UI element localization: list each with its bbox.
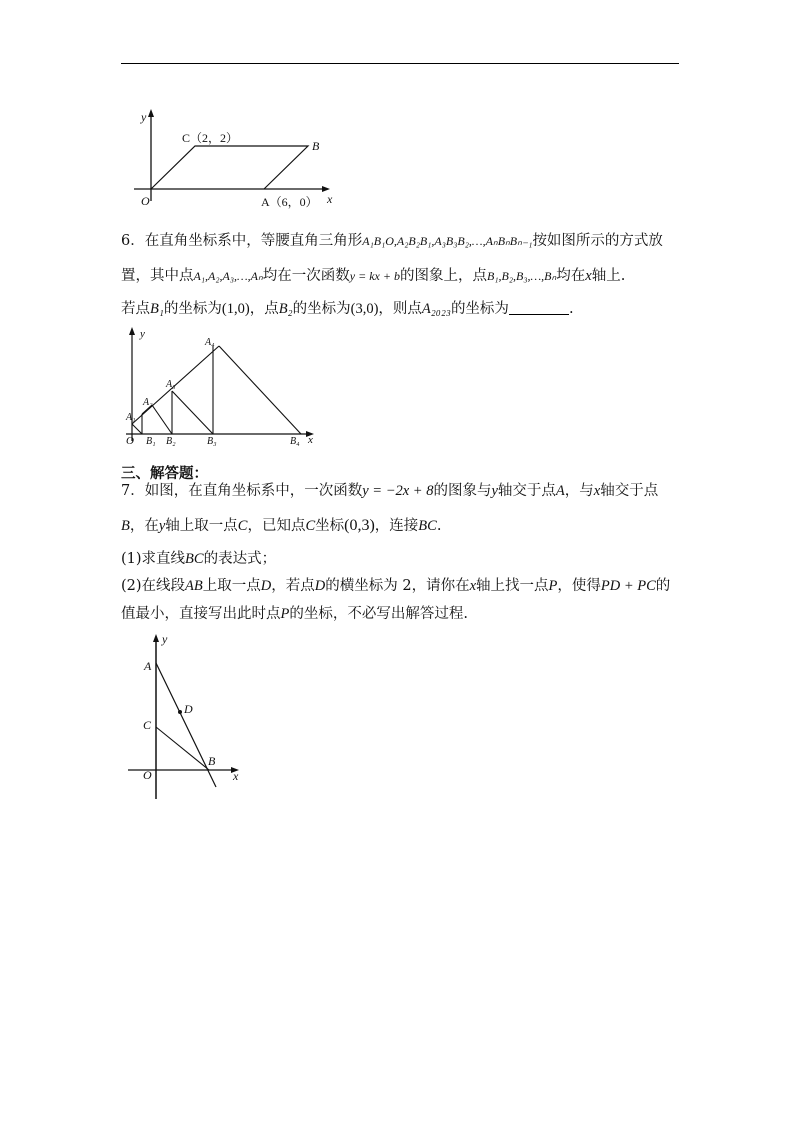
- q6-triangles: A₁B₁O,A₂B₂B₁,A₃B₃B₂,…,AₙBₙBₙ₋₁: [362, 234, 533, 248]
- q7-text: 的: [655, 578, 671, 594]
- q7-text: 求直线: [141, 551, 186, 567]
- q7-text: 轴交于点: [600, 483, 659, 499]
- q7-text: 的坐标，不必写出解答过程.: [289, 606, 468, 622]
- q6-b2-coord: (3,0): [350, 301, 379, 317]
- q7-text: .: [436, 518, 442, 534]
- y-label: y: [162, 632, 168, 646]
- q7-text: ，已知点: [247, 518, 306, 534]
- q6-text: .: [568, 301, 574, 317]
- y-label: y: [141, 110, 147, 124]
- point-d: [178, 710, 182, 714]
- q6-text: 均在一次函数: [262, 268, 350, 284]
- parallelogram-oacb: [151, 146, 308, 189]
- q7-ab: AB: [185, 578, 203, 594]
- label-b3: B₃: [207, 436, 217, 447]
- q6-text: ，则点: [378, 301, 422, 317]
- q6-text: 按如图所示的方式放: [532, 233, 663, 249]
- q6-line-1: [121, 231, 663, 251]
- q6-text: 置，其中点: [121, 268, 194, 284]
- q7-part-number: (1): [121, 551, 142, 567]
- q7-x: x: [469, 578, 477, 594]
- y-label: y: [140, 328, 145, 340]
- label-d: D: [184, 702, 193, 716]
- q7-y: y: [158, 518, 166, 534]
- origin-label: O: [141, 194, 150, 208]
- q7-text: ，与: [564, 483, 594, 499]
- q7-text: 的表达式；: [203, 551, 277, 567]
- point-b-label: B: [312, 139, 320, 153]
- label-a2: A₂: [143, 397, 153, 408]
- q7-point-c: C: [305, 518, 316, 534]
- q7-text: ，使得: [557, 578, 601, 594]
- q7-text: ，在: [129, 518, 159, 534]
- q7-function: y = −2x + 8: [362, 483, 434, 499]
- q6-text: 的坐标为: [163, 301, 222, 317]
- figure-triangles: [118, 325, 328, 450]
- label-c: C: [143, 718, 152, 732]
- q7-text: ，连接: [374, 518, 419, 534]
- y-axis-arrow: [148, 109, 154, 117]
- q6-number: 6．: [121, 233, 145, 249]
- q7-bc: BC: [418, 518, 437, 534]
- q7-text: 上取一点: [202, 578, 261, 594]
- q7-text: 轴上找一点: [476, 578, 549, 594]
- q7-point-c: C: [237, 518, 248, 534]
- x-label: x: [308, 434, 313, 446]
- y-axis-arrow: [129, 327, 135, 335]
- q6-text: 在直角坐标系中，等腰直角三角形: [144, 233, 363, 249]
- q6-text: 的坐标为: [450, 301, 509, 317]
- figure-parallelogram: [120, 105, 360, 215]
- q6-line-3: [121, 299, 574, 319]
- q6-function: y = kx + b: [349, 269, 400, 283]
- q7-text: 轴交于点: [497, 483, 556, 499]
- q6-x: x: [585, 268, 592, 284]
- q6-text: 若点: [121, 301, 150, 317]
- q7-c-coord: (0,3): [344, 517, 375, 534]
- q6-points-a: A₁,A₂,A₃,…,Aₙ: [193, 269, 263, 283]
- label-b: B: [208, 754, 216, 768]
- q7-sum: PD + PC: [600, 578, 656, 594]
- q7-y: y: [491, 483, 498, 499]
- q7-point-b: B: [121, 518, 130, 534]
- x-label: x: [327, 192, 333, 206]
- q7-text: 如图，在直角坐标系中，一次函数: [144, 483, 363, 499]
- point-c-label: C（2，2）: [182, 131, 239, 145]
- q6-text: 均在: [556, 268, 586, 284]
- q7-text: 值最小，直接写出此时点: [121, 606, 281, 622]
- q7-bc: BC: [185, 551, 204, 567]
- label-b4: B₄: [290, 436, 300, 447]
- q7-part-1: [121, 549, 276, 569]
- q7-line-1: [121, 481, 658, 501]
- y-axis-arrow: [153, 634, 159, 642]
- q6-line-2: [121, 266, 625, 286]
- q6-points-b: B₁,B₂,B₃,…,Bₙ: [486, 269, 557, 283]
- q7-point-a: A: [555, 483, 565, 499]
- q7-point-d: D: [260, 578, 272, 594]
- label-a: A: [144, 659, 152, 673]
- q7-text: ，若点: [271, 578, 315, 594]
- label-a3: A₃: [166, 379, 176, 390]
- q7-point-p: P: [548, 578, 558, 594]
- label-a1: A₁: [126, 412, 136, 423]
- q7-text: 坐标: [315, 518, 345, 534]
- section-heading: 三、解答题：: [121, 466, 208, 482]
- q6-text: ，点: [249, 301, 279, 317]
- q7-number: 7．: [121, 483, 145, 499]
- answer-blank[interactable]: [509, 300, 569, 315]
- figure-line-graph: [126, 632, 256, 802]
- q7-x: x: [593, 483, 601, 499]
- q7-part-2-cont: [121, 604, 468, 624]
- q6-b2: B₂: [278, 301, 293, 317]
- label-a4: A₄: [205, 337, 215, 348]
- q6-text: 的图象上，点: [399, 268, 487, 284]
- q7-text: 在线段: [141, 578, 186, 594]
- q7-text: 轴上取一点: [165, 518, 238, 534]
- x-label: x: [233, 769, 239, 783]
- origin-label: O: [143, 768, 152, 782]
- q7-point-p: P: [280, 606, 290, 622]
- q6-text: 轴上.: [591, 268, 626, 284]
- q6-b1: B₁: [150, 301, 164, 317]
- q7-text: 的图象与: [433, 483, 492, 499]
- q6-b1-coord: (1,0): [221, 301, 250, 317]
- q6-a2023: A₂₀₂₃: [421, 301, 451, 317]
- q7-point-d: D: [314, 578, 326, 594]
- q7-part-2: [121, 576, 670, 596]
- header-rule: [121, 63, 679, 64]
- point-a-label: A（6，0）: [261, 195, 318, 209]
- q7-line-2: [121, 516, 441, 536]
- segment-cb: [156, 727, 209, 770]
- origin-label: O: [126, 435, 134, 447]
- label-b2: B₂: [166, 436, 176, 447]
- q7-part-number: (2): [121, 578, 142, 594]
- label-b1: B₁: [146, 436, 156, 447]
- q7-text: 的横坐标为 2，请你在: [325, 578, 470, 594]
- q6-text: 的坐标为: [292, 301, 351, 317]
